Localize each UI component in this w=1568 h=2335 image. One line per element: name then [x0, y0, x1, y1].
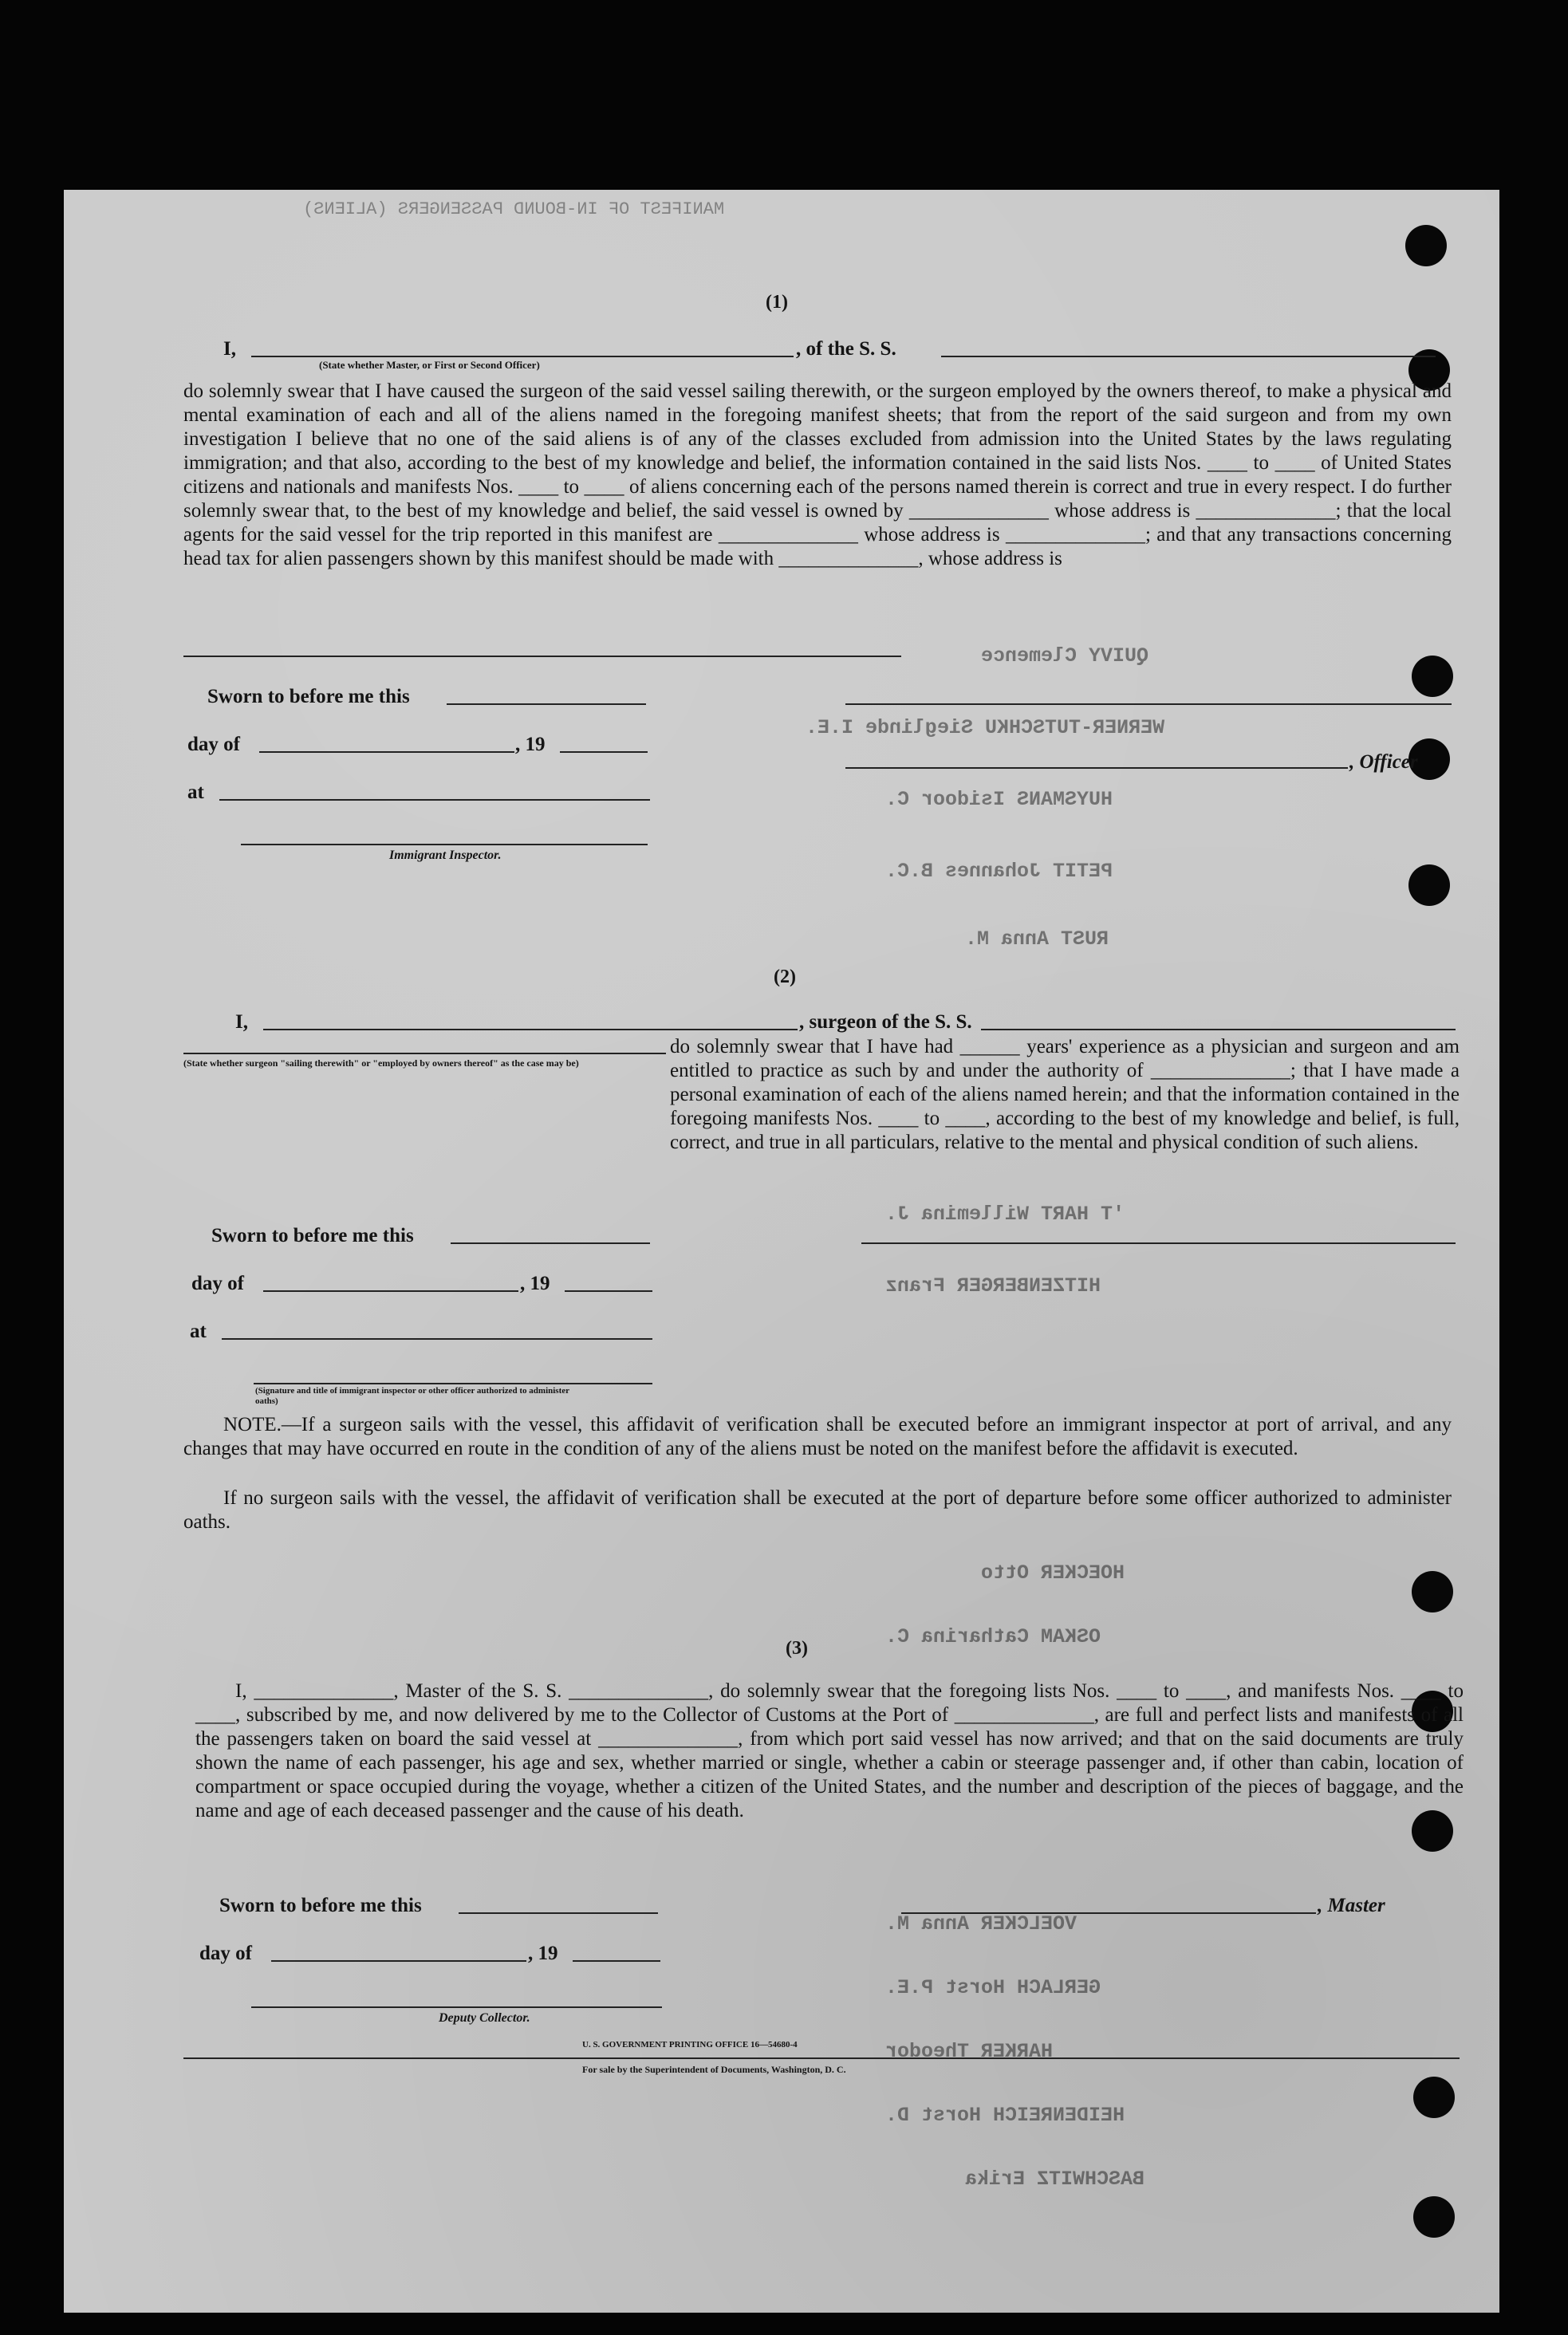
section-1-day-field[interactable] [259, 750, 514, 753]
section-2-year-label: , 19 [520, 1273, 550, 1294]
section-3-year-field[interactable] [573, 1959, 660, 1962]
section-1-divider [183, 656, 901, 657]
punch-hole [1413, 2077, 1455, 2118]
section-1-sworn-field[interactable] [447, 702, 646, 705]
section-1-i-label: I, [223, 338, 236, 360]
section-3-sworn-field[interactable] [459, 1911, 658, 1914]
surgeon-signature-field[interactable] [861, 1241, 1456, 1244]
bleed-through-name: QUIVY Clemence [981, 644, 1149, 667]
bleed-through-name: 'T HART Willemina J. [885, 1203, 1125, 1226]
inspector-2-signature-field[interactable] [254, 1381, 652, 1384]
section-1-number: (1) [766, 292, 788, 313]
officer-signature-field[interactable] [845, 702, 1452, 705]
bleed-through-name: HUYSMANS Isidoor C. [885, 788, 1113, 811]
section-1-day-label: day of [187, 734, 240, 755]
punch-hole [1412, 1571, 1453, 1612]
vessel-name-field[interactable] [941, 354, 1436, 357]
section-2-i-label: I, [235, 1011, 248, 1033]
sale-notice: For sale by the Superintendent of Documents, Washington, D. C. [582, 2064, 846, 2075]
surgeon-status-field[interactable] [183, 1051, 666, 1054]
master-label: , Master [1318, 1895, 1385, 1916]
section-3-oath-text: I, ______________, Master of the S. S. ______________, do solemnly swear that the foregoing lists Nos. ____ to ____, and manifests Nos. ____ to ____, subscribed by me, and now delivered by me to the Collector of Customs at the Port of ______________, are full and perfect lists and manifests of all the passengers taken on board the said vessel at ______________, from which port said vessel has now arrived; and that on the said documents are truly shown the name of each passenger, his age and sex, whether married or single, whether a cabin or steerage passenger and, if other than cabin, location of compartment or space occupied during the voyage, whether a citizen of the United States, and the number and description of the pieces of baggage, and the name and age of each deceased passenger and the cause of his death. [195, 1680, 1464, 1821]
signature-title-note: (Signature and title of immigrant inspector or other officer authorized to administer oaths) [255, 1386, 569, 1406]
section-1-at-label: at [187, 782, 204, 803]
bleed-through-name: HARKER Theodor [885, 2040, 1054, 2063]
immigrant-inspector-label: Immigrant Inspector. [389, 849, 502, 862]
section-2-sworn-label: Sworn to before me this [211, 1225, 414, 1246]
section-2-at-field[interactable] [222, 1337, 652, 1340]
inspector-signature-field[interactable] [241, 842, 648, 845]
section-1-sworn-label: Sworn to before me this [207, 686, 410, 707]
officer-label: , Officer [1349, 751, 1418, 773]
punch-hole [1408, 864, 1450, 906]
section-1-year-label: , 19 [515, 734, 546, 755]
surgeon-vessel-field[interactable] [981, 1027, 1456, 1030]
section-3-day-label: day of [199, 1943, 252, 1964]
printing-office-imprint: U. S. GOVERNMENT PRINTING OFFICE 16—54680-4 [582, 2040, 798, 2050]
footer-rule [183, 2057, 1460, 2059]
manifest-back-sheet [64, 190, 1499, 2313]
surgeon-status-note: (State whether surgeon "sailing therewith" or "employed by owners thereof" as the case may be) [183, 1057, 579, 1069]
section-2-sworn-field[interactable] [451, 1241, 650, 1244]
section-3-day-field[interactable] [271, 1959, 526, 1962]
section-2-day-field[interactable] [263, 1289, 518, 1292]
punch-hole [1413, 2196, 1455, 2238]
deputy-signature-field[interactable] [251, 2005, 662, 2008]
section-1-at-field[interactable] [219, 797, 650, 801]
section-2-year-field[interactable] [565, 1289, 652, 1292]
section-2-at-label: at [190, 1321, 207, 1342]
bleed-through-name: GERLACH Horst P.E. [885, 1976, 1101, 1999]
bleed-through-name: PETIT Johannes B.C. [885, 860, 1113, 883]
bleed-through-name: HEIDENREICH Horst D. [885, 2104, 1125, 2127]
section-1-oath-text: do solemnly swear that I have caused the surgeon of the said vessel sailing therewith, or the surgeon employed by the owners thereof, to make a physical and mental examination of each and all of the aliens named in the foregoing manifest sheets; that from the report of the said surgeon and from my own investigation I believe that no one of the said aliens is of any of the classes excluded from admission into the United States by the laws regulating immigration; and that also, according to the best of my knowledge and belief, the information contained in the said lists Nos. ____ to ____ of United States citizens and nationals and manifests Nos. ____ to ____ of aliens concerning each of the persons named therein is correct and true in every respect. I do further solemnly swear that, to the best of my knowledge and belief, the said vessel is owned by ______________ whose address is ______________; that the local agents for the said vessel for the trip reported in this manifest are ______________ whose address is ______________; and that any transactions concerning head tax for alien passengers shown by this manifest should be made with ______________, whose address is [183, 380, 1452, 569]
punch-hole [1412, 656, 1453, 697]
officer-name-field[interactable] [251, 354, 794, 357]
bleed-through-name: WERNER-TUTSCHKU Sieglinde I.E. [806, 716, 1165, 739]
section-3-year-label: , 19 [528, 1943, 558, 1964]
surgeon-of-label: , surgeon of the S. S. [799, 1011, 972, 1033]
bleed-through-name: OSKAM Catharina C. [885, 1625, 1101, 1648]
section-2-oath-text: do solemnly swear that I have had ______ years' experience as a physician and surgeon and am entitled to practice as such by and under the authority of ______________; that I have made a personal examination of each of the aliens named herein; and that the information contained in the foregoing manifests Nos. ____ to ____, according to the best of my knowledge and belief, is full, correct, and true in all particulars, relative to the mental and physical condition of such aliens. [670, 1036, 1460, 1153]
surgeon-name-field[interactable] [263, 1027, 798, 1030]
bleed-through-name: VOELCKER Anna M. [885, 1912, 1078, 1935]
bleed-through-header: MANIFEST OF IN-BOUND PASSENGERS (ALIENS) [303, 199, 725, 219]
section-1-year-field[interactable] [560, 750, 648, 753]
note-paragraph-1: NOTE.—If a surgeon sails with the vessel, this affidavit of verification shall be executed before an immigrant inspector at port of arrival, and any changes that may have occurred en route in the condition of any of the aliens must be noted on the manifest before the affidavit is executed. [183, 1414, 1452, 1459]
bleed-through-name: HITZENBERGER Franz [885, 1274, 1101, 1297]
bleed-through-name: HOECKER Otto [981, 1561, 1125, 1585]
bleed-through-name: BASCHWITZ Erika [965, 2168, 1145, 2191]
section-2-day-label: day of [191, 1273, 244, 1294]
section-2-number: (2) [774, 967, 796, 987]
officer-title-note: (State whether Master, or First or Second Officer) [319, 359, 540, 371]
bleed-through-name: RUST Anna M. [965, 927, 1109, 951]
of-ss-label: , of the S. S. [796, 338, 896, 360]
section-3-sworn-label: Sworn to before me this [219, 1895, 422, 1916]
officer-title-field[interactable] [845, 766, 1348, 769]
note-paragraph-2: If no surgeon sails with the vessel, the affidavit of verification shall be executed at the port of departure before some officer authorized to administer oaths. [183, 1487, 1452, 1533]
master-signature-field[interactable] [901, 1911, 1316, 1914]
deputy-collector-label: Deputy Collector. [439, 2011, 530, 2025]
punch-hole [1405, 225, 1447, 266]
section-3-number: (3) [786, 1638, 808, 1659]
